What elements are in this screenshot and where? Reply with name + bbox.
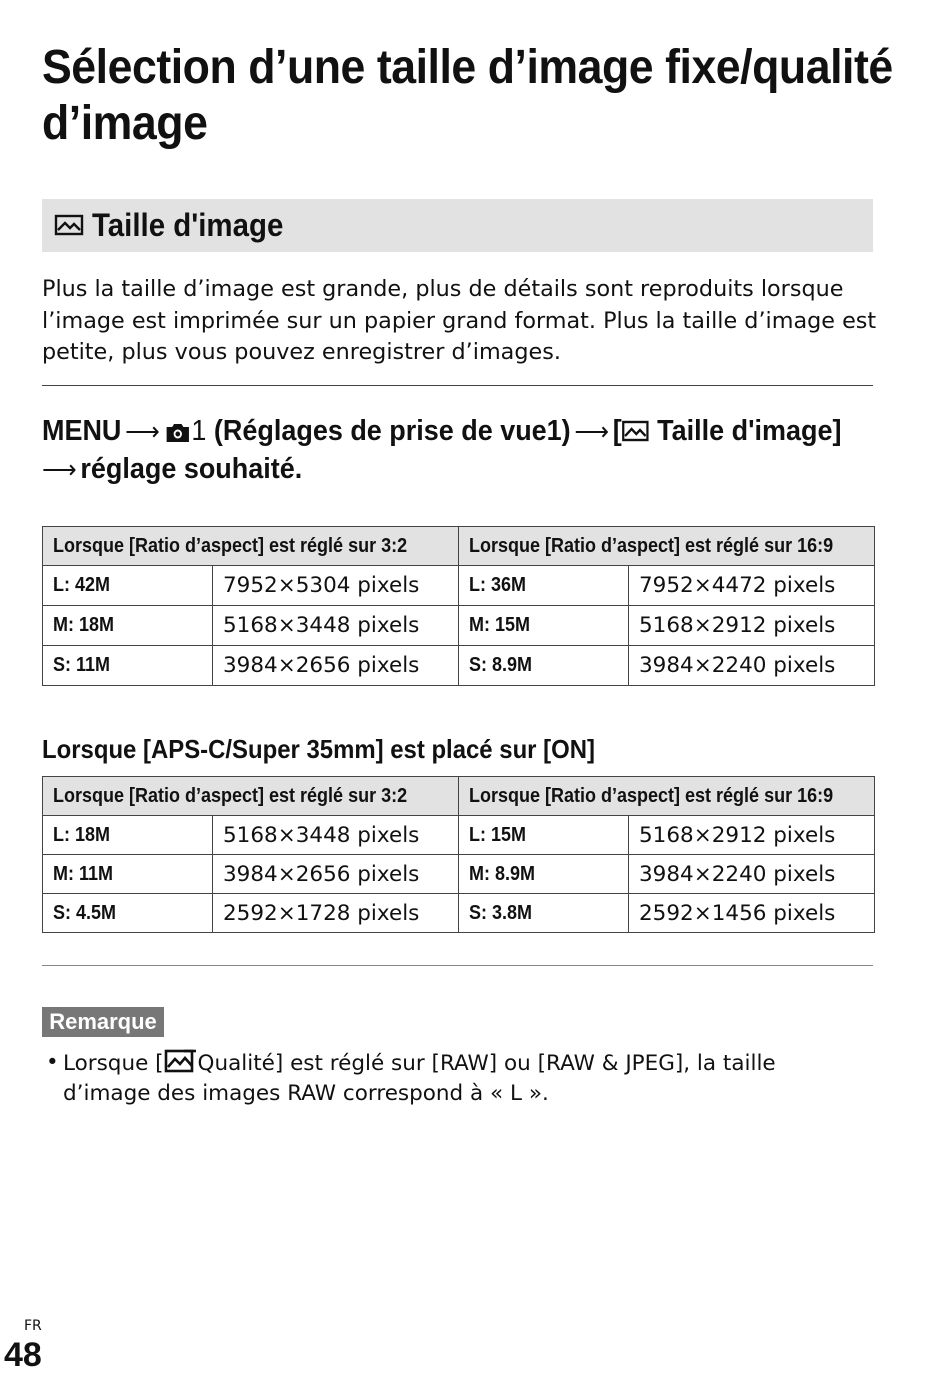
table-row bbox=[43, 855, 875, 894]
size-value: 3984×2240 pixels bbox=[629, 855, 875, 894]
size-label: L: 36M bbox=[459, 566, 629, 606]
size-value: 5168×3448 pixels bbox=[213, 816, 459, 855]
menu-step-shooting-settings: (Réglages de prise de vue1) bbox=[213, 415, 571, 447]
bullet: • bbox=[46, 1050, 59, 1075]
size-value: 3984×2656 pixels bbox=[213, 855, 459, 894]
table-header-row bbox=[43, 527, 875, 566]
table-row bbox=[43, 816, 875, 855]
size-value: 5168×2912 pixels bbox=[629, 816, 875, 855]
size-value: 7952×5304 pixels bbox=[213, 566, 459, 606]
page-title: Sélection d’une taille d’image fixe/qualité d’image bbox=[42, 41, 893, 150]
arrow-right-icon: ⟶ bbox=[574, 416, 610, 446]
image-quality-icon bbox=[164, 1048, 198, 1074]
table-row bbox=[43, 566, 875, 606]
size-label: L: 15M bbox=[459, 816, 629, 855]
table-header-row bbox=[43, 777, 875, 816]
arrow-right-icon: ⟶ bbox=[125, 416, 160, 446]
note-item bbox=[46, 1048, 866, 1109]
table-header-ratio-3-2: Lorsque [Ratio d’aspect] est réglé sur 3:2 bbox=[43, 527, 459, 566]
size-label: M: 18M bbox=[43, 606, 213, 646]
divider bbox=[42, 385, 873, 386]
table-row bbox=[43, 606, 875, 646]
table-header-ratio-16-9: Lorsque [Ratio d’aspect] est réglé sur 16:9 bbox=[459, 527, 875, 566]
note-text-start: Lorsque [ bbox=[63, 1051, 164, 1076]
note-label: Remarque bbox=[42, 1007, 164, 1037]
menu-path bbox=[42, 412, 902, 488]
menu-step-image-size: Taille d'image] bbox=[657, 415, 842, 447]
size-label: S: 8.9M bbox=[459, 646, 629, 686]
language-code: FR bbox=[24, 1318, 42, 1334]
size-label: L: 18M bbox=[43, 816, 213, 855]
size-value: 7952×4472 pixels bbox=[629, 566, 875, 606]
menu-label: MENU bbox=[42, 415, 122, 447]
size-value: 2592×1456 pixels bbox=[629, 894, 875, 933]
table-header-ratio-16-9: Lorsque [Ratio d’aspect] est réglé sur 16:9 bbox=[459, 777, 875, 816]
image-size-icon bbox=[622, 420, 650, 444]
size-label: S: 11M bbox=[43, 646, 213, 686]
size-value: 3984×2656 pixels bbox=[213, 646, 459, 686]
table-header-ratio-3-2: Lorsque [Ratio d’aspect] est réglé sur 3:2 bbox=[43, 777, 459, 816]
menu-step-desired-setting: réglage souhaité. bbox=[80, 453, 303, 485]
arrow-right-icon: ⟶ bbox=[42, 454, 77, 484]
size-label: M: 15M bbox=[459, 606, 629, 646]
size-value: 3984×2240 pixels bbox=[629, 646, 875, 686]
size-label: S: 4.5M bbox=[43, 894, 213, 933]
size-label: L: 42M bbox=[43, 566, 213, 606]
aps-c-subheading: Lorsque [APS-C/Super 35mm] est placé sur [ON] bbox=[42, 734, 595, 764]
table-row bbox=[43, 646, 875, 686]
section-heading bbox=[42, 199, 873, 252]
camera-icon bbox=[164, 420, 192, 444]
camera-tab-number: 1 bbox=[191, 415, 207, 447]
note-text-end: Qualité] est réglé sur [RAW] ou [RAW & JPEG], la taille d’image des images RAW correspond à « L ». bbox=[63, 1051, 776, 1106]
size-value: 5168×3448 pixels bbox=[213, 606, 459, 646]
divider bbox=[42, 965, 873, 966]
page-number: 48 bbox=[4, 1336, 42, 1374]
size-label: M: 8.9M bbox=[459, 855, 629, 894]
size-label: S: 3.8M bbox=[459, 894, 629, 933]
menu-step-bracket: [ bbox=[612, 415, 622, 447]
intro-paragraph: Plus la taille d’image est grande, plus de détails sont reproduits lorsque l’image est imprimée sur un papier grand format. Plus la taille d’image est petite, plus vous pouvez enregistrer d’images. bbox=[42, 276, 877, 365]
section-title: Taille d'image bbox=[92, 207, 284, 243]
size-value: 2592×1728 pixels bbox=[213, 894, 459, 933]
size-label: M: 11M bbox=[43, 855, 213, 894]
image-size-icon bbox=[54, 214, 84, 238]
size-value: 5168×2912 pixels bbox=[629, 606, 875, 646]
image-size-table bbox=[42, 526, 875, 686]
table-row bbox=[43, 894, 875, 933]
aps-c-image-size-table bbox=[42, 776, 875, 933]
